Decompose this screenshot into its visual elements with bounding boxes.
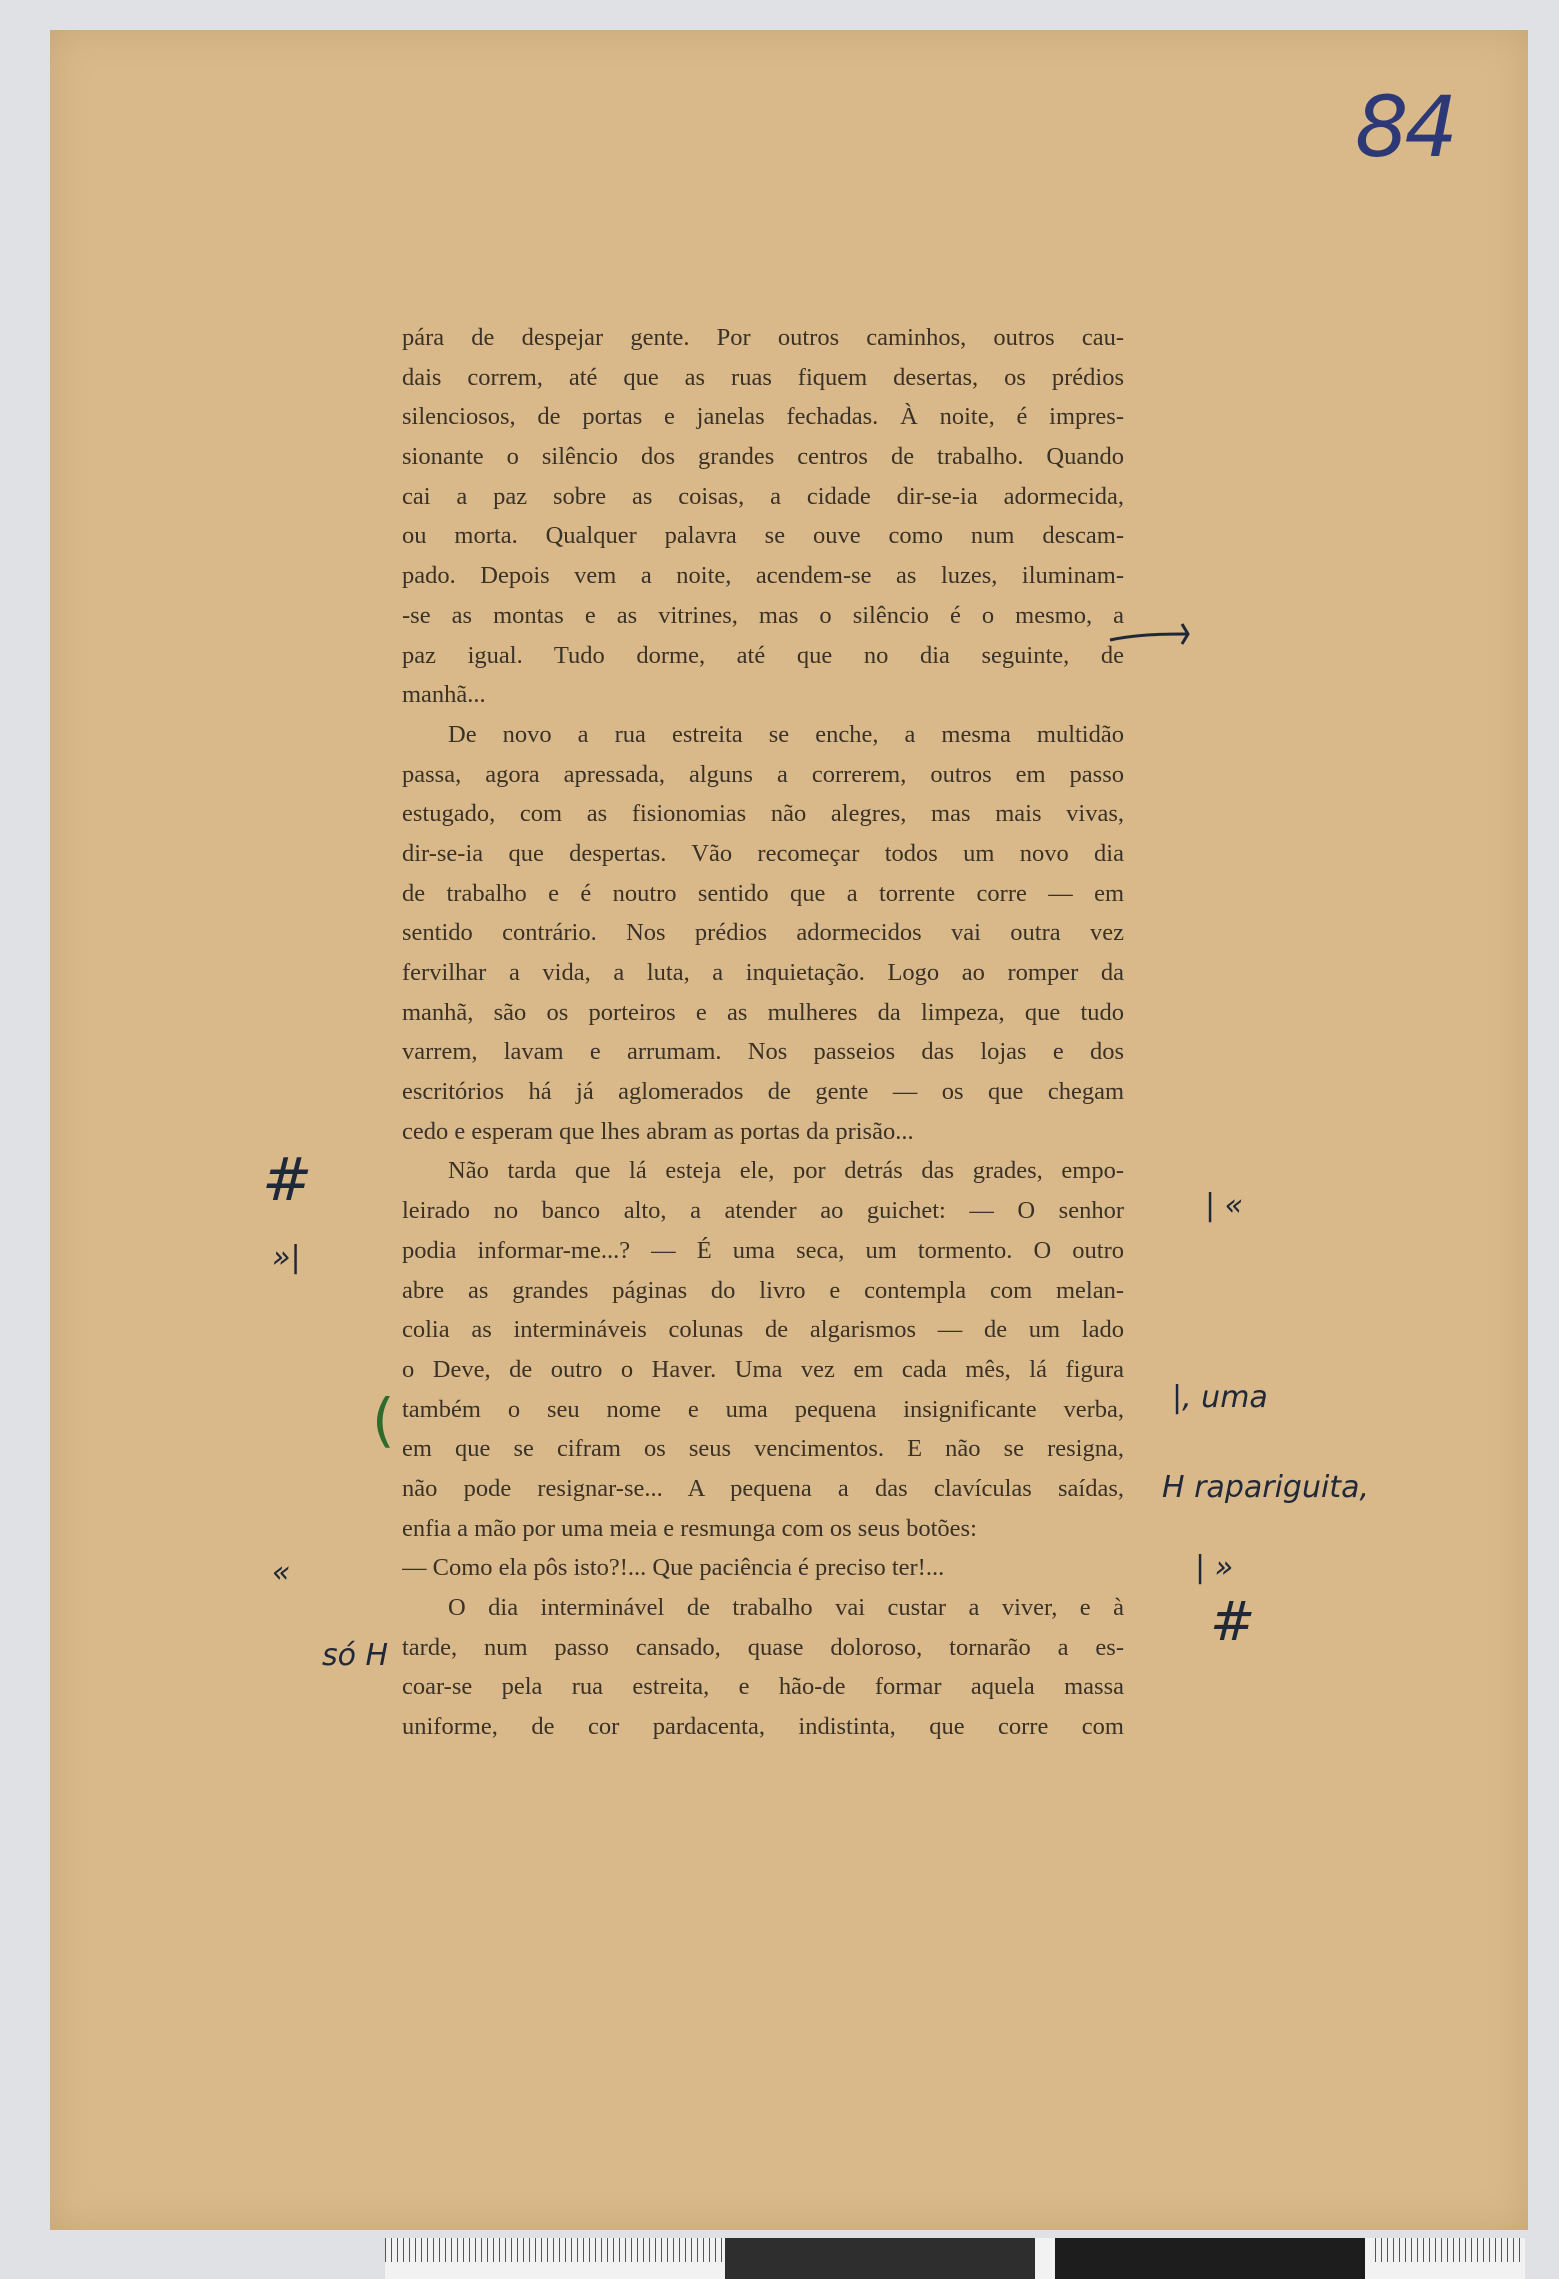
text-line: coar-se pela rua estreita, e hão-de formar aquela massa xyxy=(402,1673,1124,1701)
text-line: ou morta. Qualquer palavra se ouve como num descam- xyxy=(402,522,1124,550)
text-line: de trabalho e é noutro sentido que a torrente corre — em xyxy=(402,879,1124,907)
margin-quote-left: »| xyxy=(272,1240,301,1275)
text-line: Não tarda que lá esteja ele, por detrás das grades, empo- xyxy=(448,1157,1124,1185)
text-line: escritórios há já aglomerados de gente — os que chegam xyxy=(402,1078,1124,1106)
text-line: manhã... xyxy=(402,681,486,709)
text-line: estugado, com as fisionomias não alegres, mas mais vivas, xyxy=(402,800,1124,828)
text-line: — Como ela pôs isto?!... Que paciência é preciso ter!... xyxy=(402,1554,945,1582)
margin-rapariguita-right: H rapariguita, xyxy=(1162,1470,1369,1505)
margin-cc-right: | « xyxy=(1205,1188,1244,1223)
text-line: não pode resignar-se... A pequena a das clavículas saídas, xyxy=(402,1474,1124,1502)
text-line: cai a paz sobre as coisas, a cidade dir-se-ia adormecida, xyxy=(402,482,1124,510)
ruler-ticks-right xyxy=(1375,2238,1525,2262)
text-line: O dia interminável de trabalho vai custar a viver, e à xyxy=(448,1594,1124,1621)
scale-ruler xyxy=(385,2238,1525,2279)
text-line: -se as montas e as vitrines, mas o silêncio é o mesmo, a xyxy=(402,601,1124,629)
text-line: também o seu nome e uma pequena insignificante verba, xyxy=(402,1395,1124,1423)
black-card-patch xyxy=(1055,2238,1365,2279)
gray-card-patch xyxy=(725,2238,1035,2279)
ruler-ticks xyxy=(385,2238,725,2262)
text-line: colia as intermináveis colunas de algarismos — de um lado xyxy=(402,1316,1124,1344)
margin-uma-right: |, uma xyxy=(1172,1380,1268,1415)
text-line: uniforme, de cor pardacenta, indistinta, que corre com xyxy=(402,1713,1124,1741)
text-line: De novo a rua estreita se enche, a mesma multidão xyxy=(448,720,1124,748)
text-line: paz igual. Tudo dorme, até que no dia seguinte, de xyxy=(402,641,1124,669)
text-line: podia informar-me...? — É uma seca, um tormento. O outro xyxy=(402,1236,1124,1264)
margin-hash-left: # xyxy=(262,1145,313,1215)
text-line: tarde, num passo cansado, quase doloroso, tornarão a es- xyxy=(402,1633,1124,1661)
margin-open-quote-left: « xyxy=(272,1555,291,1590)
green-bracket-mark: ( xyxy=(372,1386,395,1454)
text-line: em que se cifram os seus vencimentos. E não se resigna, xyxy=(402,1435,1124,1463)
text-line: varrem, lavam e arrumam. Nos passeios das lojas e dos xyxy=(402,1038,1124,1066)
margin-close-quote-right: | » xyxy=(1195,1550,1234,1585)
text-line: pára de despejar gente. Por outros caminhos, outros cau- xyxy=(402,324,1124,351)
text-line: pado. Depois vem a noite, acendem-se as luzes, iluminam- xyxy=(402,562,1124,590)
page-number: 84 xyxy=(1355,78,1454,176)
text-line: sionante o silêncio dos grandes centros de trabalho. Quando xyxy=(402,443,1124,471)
text-line: passa, agora apressada, alguns a correrem, outros em passo xyxy=(402,760,1124,788)
text-line: abre as grandes páginas do livro e contempla com melan- xyxy=(402,1276,1124,1304)
text-line: dais correm, até que as ruas fiquem desertas, os prédios xyxy=(402,363,1124,391)
text-line: fervilhar a vida, a luta, a inquietação. Logo ao romper da xyxy=(402,959,1124,986)
insertion-arrow-icon xyxy=(1108,620,1194,648)
text-line: enfia a mão por uma meia e resmunga com os seus botões: xyxy=(402,1514,977,1542)
text-line: cedo e esperam que lhes abram as portas da prisão... xyxy=(402,1117,914,1145)
margin-hash-right: # xyxy=(1210,1590,1256,1653)
text-line: manhã, são os porteiros e as mulheres da limpeza, que tudo xyxy=(402,998,1124,1026)
text-line: silenciosos, de portas e janelas fechadas. À noite, é impres- xyxy=(402,403,1124,431)
margin-so-left: só H xyxy=(322,1638,389,1673)
text-line: leirado no banco alto, a atender ao guichet: — O senhor xyxy=(402,1197,1124,1225)
text-line: sentido contrário. Nos prédios adormecidos vai outra vez xyxy=(402,919,1124,947)
text-line: dir-se-ia que despertas. Vão recomeçar todos um novo dia xyxy=(402,839,1124,867)
typescript-body xyxy=(402,318,1124,1747)
text-line: o Deve, de outro o Haver. Uma vez em cada mês, lá figura xyxy=(402,1355,1124,1383)
